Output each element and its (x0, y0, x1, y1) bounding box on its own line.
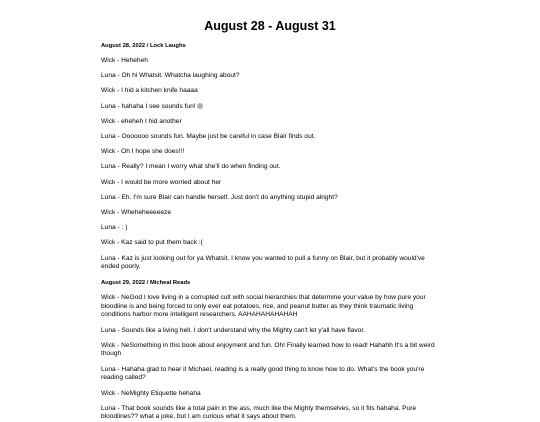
chat-line: Luna - Kaz is just looking out for ya Whatsit. I know you wanted to pull a funny on Blair, but it probably would've ended poorly. (101, 254, 425, 271)
chat-line: Wick - NeMighty Etiquette hehaha (101, 389, 201, 397)
chat-line: Luna - Ooooooo sounds fun. Maybe just be careful in case Blair finds out. (101, 133, 316, 141)
chat-line: Luna - That book sounds like a total pain in the ass, much like the Mighty themselves, so it fits hahaha. Pure bloodlines?? what a joke, but I am curious what it says about them. (101, 404, 417, 421)
chat-line: Wick - Heheheh (101, 57, 148, 64)
chat-line: Luna - hahaha I see sounds fun! (101, 102, 196, 110)
chat-line: Luna - Really? I mean I worry what she'll do when finding out. (101, 163, 281, 171)
page-title: August 28 - August 31 (204, 19, 336, 33)
chat-line: Luna - Oh hi Whatsit. Whatcha laughing about? (101, 72, 240, 80)
chat-line: Wick - I would be more worried about her (101, 178, 222, 186)
chat-line: Wick - Oh I hope she does!!! (101, 148, 185, 156)
grinning-face-icon (197, 103, 203, 109)
chat-line: Wick - I hid a kitchen knife haaaa (101, 87, 198, 95)
section-aug-29 (101, 280, 439, 421)
chat-line: Wick - NeSomething in this book about enjoyment and fun. Oh! Finally learned how to read! Hahahh It's a bit weird though (101, 341, 435, 358)
chat-line: Luna - Sounds like a living hell. I don't understand why the Mighty can't let y'all have flavor. (101, 326, 366, 334)
chat-line: Wick - eheheh I hid another (101, 117, 182, 125)
chat-line: Wick - Kaz said to put them back :( (101, 239, 203, 247)
section-heading: August 29, 2022 / Micheal Reads (101, 280, 191, 287)
chat-line: Luna - Hahaha glad to hear it Michael, reading is a really good thing to know how to do. What's the book you're reading called? (101, 365, 425, 382)
chat-line: Wick - NeGod I love living in a corrupted cult with social hierarchies that determine your value by how pure your bloodline is and being forced to only ever eat potatoes, rice, and peanut butter as they think traumatic living conditions harbor more intelligent researchers. AAHAHAHAHAHAH (101, 294, 426, 319)
chat-line-with-emoji (101, 103, 439, 111)
chat-line: Luna - : ) (101, 224, 128, 232)
chat-line: Luna - Eh. I'm sure Blair can handle herself. Just don't do anything stupid alright? (101, 193, 338, 201)
section-aug-28 (101, 43, 439, 271)
chat-line: Wick - Wheheheeeeeze (101, 209, 172, 217)
section-heading: August 28, 2022 / Lock Laughs (101, 43, 186, 49)
